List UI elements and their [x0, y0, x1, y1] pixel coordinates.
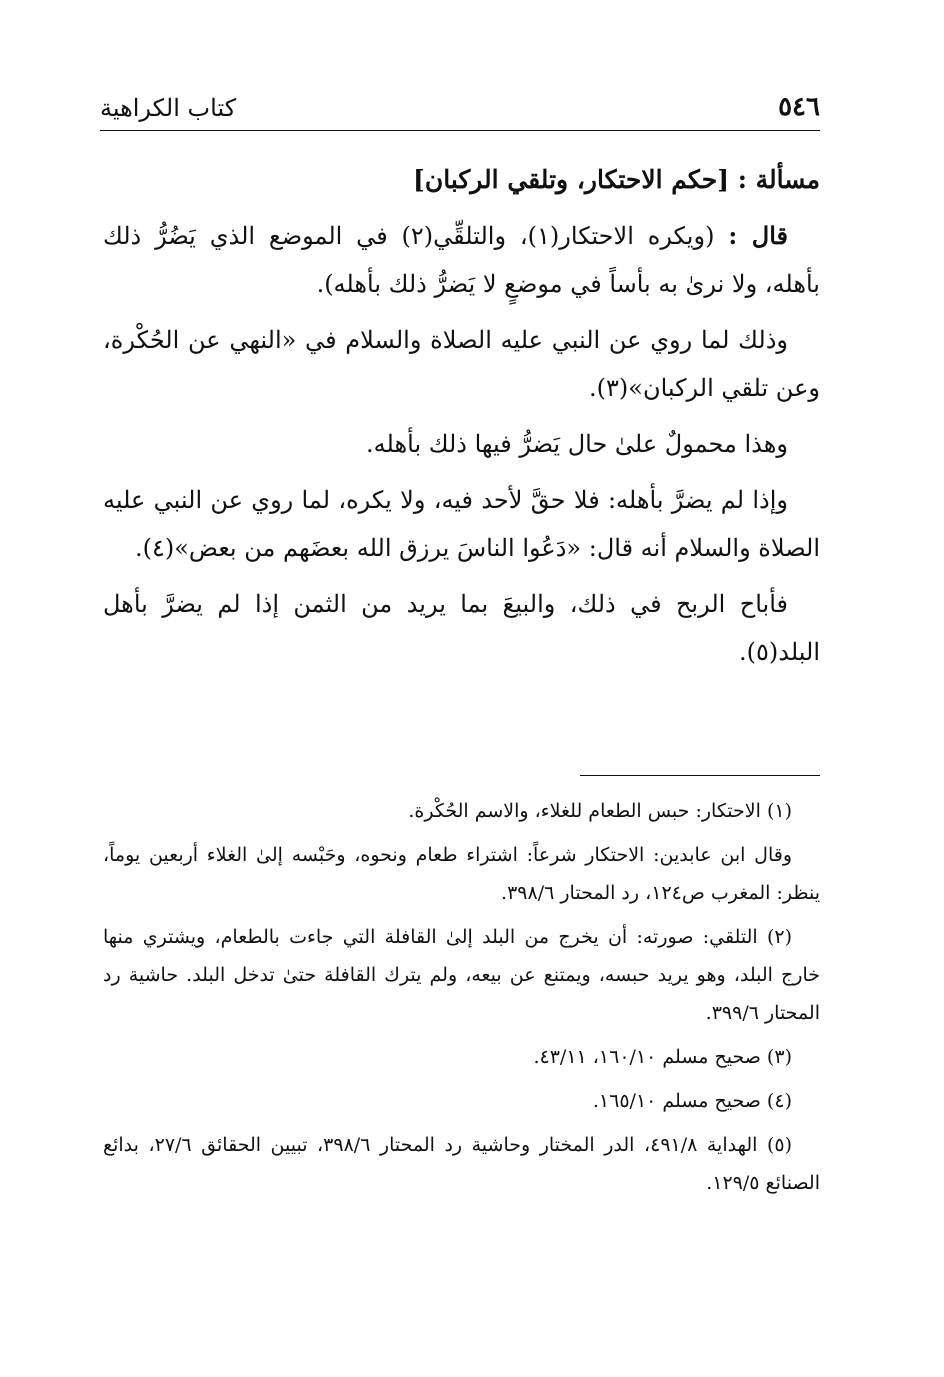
- paragraph: [103, 316, 820, 412]
- paragraph-text: وذلك لما روي عن النبي عليه الصلاة والسلام في «النهي عن الحُكْرة، وعن تلقي الركبان»(٣).: [103, 326, 820, 402]
- paragraph: [103, 476, 820, 572]
- book-title: كتاب الكراهية: [100, 94, 237, 122]
- paragraph: [103, 420, 820, 468]
- footnote: (١) الاحتكار: حبس الطعام للغلاء، والاسم الحُكْرة.: [408, 800, 792, 822]
- paragraph: [103, 580, 820, 676]
- paragraph-text: وهذا محمولٌ علىٰ حال يَضرُّ فيها ذلك بأهله.: [366, 430, 788, 458]
- running-header: [100, 92, 820, 131]
- footnotes: [103, 792, 820, 1208]
- paragraph-lead: قال :: [728, 221, 788, 250]
- paragraph-text: وإذا لم يضرَّ بأهله: فلا حقَّ لأحد فيه، ولا يكره، لما روي عن النبي عليه الصلاة والسلام أنه قال: «دَعُوا الناسَ يرزق الله بعضَهم من بعض»(٤).: [103, 486, 820, 562]
- page-number: ٥٤٦: [778, 92, 820, 122]
- paragraph-text: (ويكره الاحتكار(١)، والتلقِّي(٢) في الموضع الذي يَضُرُّ ذلك بأهله، ولا نرىٰ به بأساً في موضعٍ لا يَضرُّ ذلك بأهله).: [103, 222, 820, 298]
- footnote: (٥) الهداية ٤٩١/٨، الدر المختار وحاشية رد المحتار ٣٩٨/٦، تبيين الحقائق ٢٧/٦، بدائع الصنائع ١٢٩/٥.: [103, 1134, 820, 1194]
- paragraph: [103, 212, 820, 308]
- footnote-divider: [580, 775, 820, 776]
- main-text: [103, 160, 820, 684]
- footnote: (٢) التلقي: صورته: أن يخرج من البلد إلىٰ القافلة التي جاءت بالطعام، ويشتري منها خارج البلد، وهو يريد حبسه، ويمتنع عن بيعه، ولم يترك القافلة حتىٰ تدخل البلد. حاشية رد المحتار ٣٩٩/٦.: [103, 926, 820, 1024]
- footnote: وقال ابن عابدين: الاحتكار شرعاً: اشتراء طعام ونحوه، وحَبْسه إلىٰ الغلاء أربعين يوماً، ينظر: المغرب ص١٢٤، رد المحتار ٣٩٨/٦.: [103, 844, 820, 904]
- paragraph-text: فأباح الربح في ذلك، والبيعَ بما يريد من الثمن إذا لم يضرَّ بأهل البلد(٥).: [103, 590, 820, 666]
- footnote: (٤) صحيح مسلم ١٦٥/١٠.: [592, 1090, 792, 1112]
- section-title: مسألة : [حكم الاحتكار، وتلقي الركبان]: [413, 165, 820, 194]
- footnote: (٣) صحيح مسلم ١٦٠/١٠، ٤٣/١١.: [533, 1046, 792, 1068]
